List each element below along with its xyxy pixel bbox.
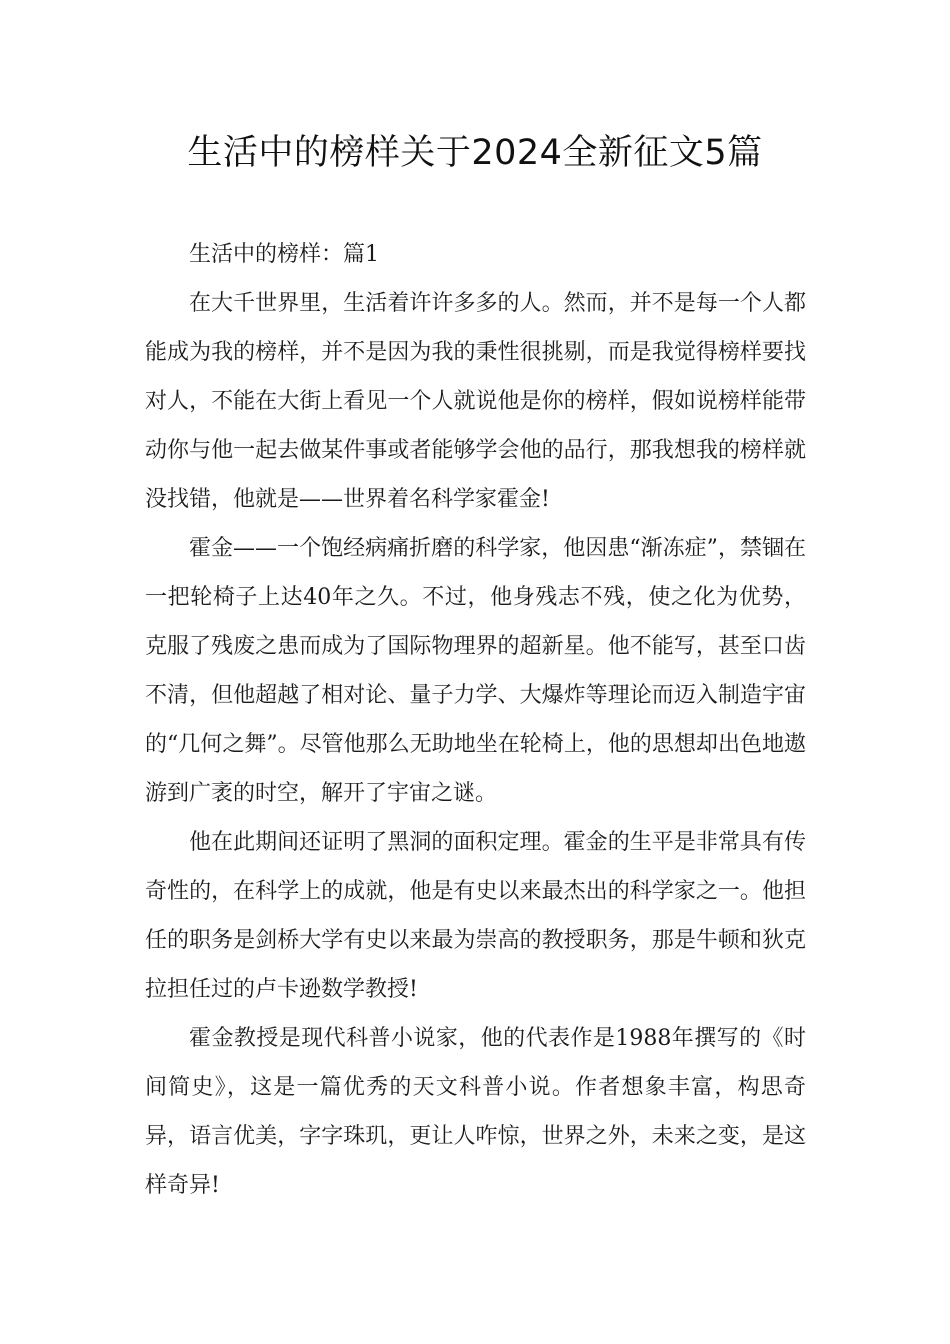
section-heading: 生活中的榜样：篇1 — [189, 242, 379, 267]
document-title: 生活中的榜样关于2024全新征文5篇 — [187, 133, 763, 173]
document-body — [145, 230, 806, 1210]
paragraph: 霍金——一个饱经病痛折磨的科学家，他因患“渐冻症”，禁锢在一把轮椅子上达40年之久。不过，他身残志不残，使之化为优势，克服了残废之患而成为了国际物理界的超新星。他不能写，甚至口齿不清，但他超越了相对论、量子力学、大爆炸等理论而迈入制造宇宙的“几何之舞”。尽管他那么无助地坐在轮椅上，他的思想却出色地遨游到广袤的时空，解开了宇宙之谜。 — [145, 536, 806, 806]
paragraph: 霍金教授是现代科普小说家，他的代表作是1988年撰写的《时间简史》，这是一篇优秀的天文科普小说。作者想象丰富，构思奇异，语言优美，字字珠玑，更让人咋惊，世界之外，未来之变，是这样奇异! — [145, 1026, 806, 1198]
paragraph: 他在此期间还证明了黑洞的面积定理。霍金的生平是非常具有传奇性的，在科学上的成就，他是有史以来最杰出的科学家之一。他担任的职务是剑桥大学有史以来最为崇高的教授职务，那是牛顿和狄克拉担任过的卢卡逊数学教授! — [145, 830, 806, 1002]
paragraph: 在大千世界里，生活着许许多多的人。然而，并不是每一个人都能成为我的榜样，并不是因为我的秉性很挑剔，而是我觉得榜样要找对人，不能在大街上看见一个人就说他是你的榜样，假如说榜样能带动你与他一起去做某件事或者能够学会他的品行，那我想我的榜样就没找错，他就是——世界着名科学家霍金! — [145, 291, 806, 512]
